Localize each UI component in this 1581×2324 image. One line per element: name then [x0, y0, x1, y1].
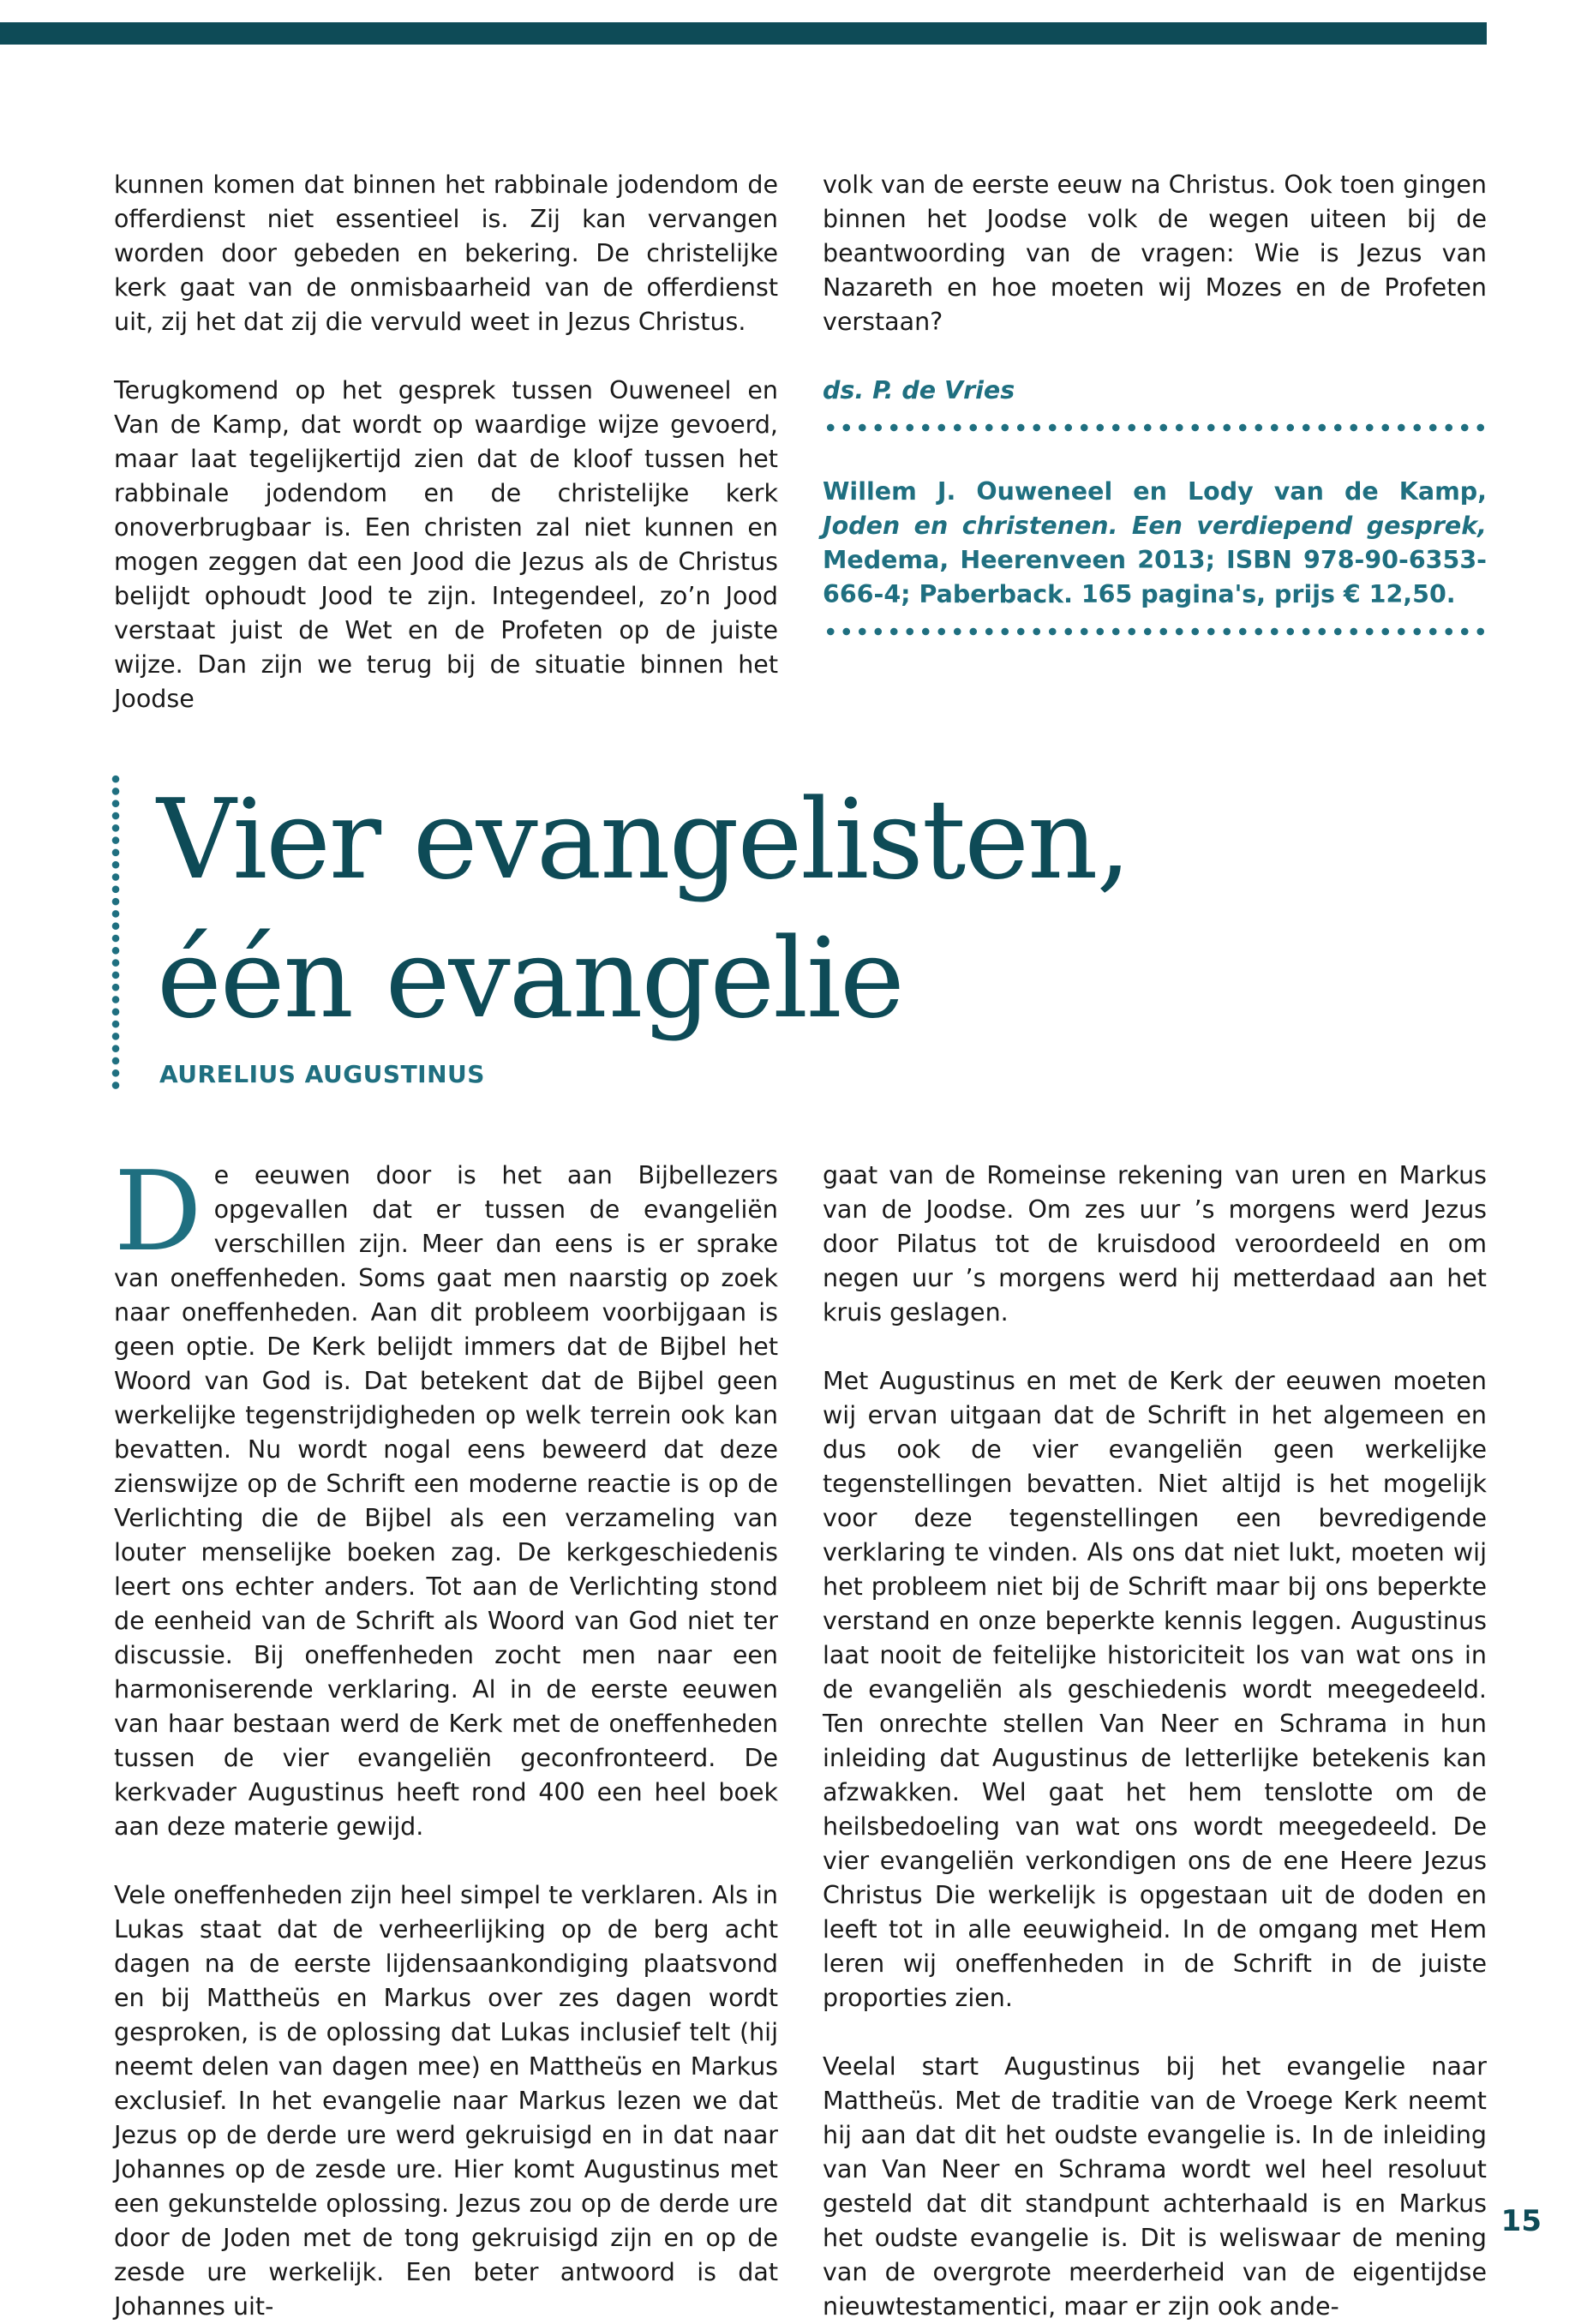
page-number: 15	[1500, 2204, 1542, 2238]
dotted-divider-top	[823, 422, 1487, 434]
article-title	[157, 771, 1129, 1049]
header-bar	[0, 22, 1487, 45]
continued-article-left-column	[114, 168, 778, 716]
book-reference	[823, 475, 1487, 612]
book-title: Joden en christenen. Een verdiepend gesprek,	[823, 512, 1487, 540]
article-byline: AURELIUS AUGUSTINUS	[159, 1060, 485, 1088]
drop-cap: D	[114, 1148, 202, 1276]
paragraph: Vele oneffenheden zijn heel simpel te verklaren. Als in Lukas staat dat de verheerlijking op de berg acht dagen na de eerste lijdensaankondiging plaatsvond en bij Mattheüs en Markus over zes dagen wordt gesproken, is de oplossing dat Lukas inclusief telt (hij neemt delen van dagen mee) en Mattheüs en Markus exclusief. In het evangelie naar Markus lezen we dat Jezus op de derde ure werd gekruisigd en in dat naar Johannes op de zesde ure. Hier komt Augustinus met een gekunstelde oplossing. Jezus zou op de derde ure door de Joden met de tong gekruisigd zijn en op de zesde ure werkelijk. Een beter antwoord is dat Johannes uit-	[114, 1881, 778, 2321]
paragraph: Met Augustinus en met de Kerk der eeuwen moeten wij ervan uitgaan dat de Schrift in het algemeen en dus ook de vier evangeliën geen werkelijke tegenstellingen bevatten. Niet altijd is het mogelijk voor deze tegenstellingen een bevredigende verklaring te vinden. Als ons dat niet lukt, moeten wij het probleem niet bij de Schrift maar bij ons beperkte verstand en onze beperkte kennis leggen. Augustinus laat nooit de feitelijke historiciteit los van wat ons in de evangeliën als geschiedenis wordt meegedeeld. Ten onrechte stellen Van Neer en Schrama in hun inleiding dat Augustinus de letterlijke betekenis kan afzwakken. Wel gaat het hem tenslotte om de heilsbedoeling van wat ons wordt meegedeeld. De vier evangeliën verkondigen ons de ene Heere Jezus Christus Die werkelijk is opgestaan uit de doden en leeft tot in alle eeuwigheid. In de omgang met Hem leren wij oneffenheden in de Schrift in de juiste proporties zien.	[823, 1367, 1487, 2012]
vertical-dotted-rule	[110, 773, 122, 1090]
paragraph: Terugkomend op het gesprek tussen Ouweneel en Van de Kamp, dat wordt op waardige wijze gevoerd, maar laat tegelijkertijd zien dat de kloof tussen het rabbinale jodendom en de christelijke kerk onoverbrugbaar is. Een christen zal niet kunnen en mogen zeggen dat een Jood die Jezus als de Christus belijdt ophoudt Jood te zijn. Integendeel, zo’n Jood verstaat juist de Wet en de Profeten op de juiste wijze. Dan zijn we terug bij de situatie binnen het Joodse	[114, 376, 778, 713]
review-author: ds. P. de Vries	[823, 376, 1015, 404]
article-title-line2: één evangelie	[157, 915, 903, 1043]
paragraph	[114, 1148, 778, 1844]
paragraph: Veelal start Augustinus bij het evangelie naar Mattheüs. Met de traditie van de Vroege Kerk neemt hij aan dat dit het oudste evangelie is. In de inleiding van Van Neer en Schrama wordt wel heel resoluut gesteld dat dit standpunt achterhaald is en Markus het oudste evangelie is. Dit is weliswaar de mening van de overgrote meerderheid van de eigentijdse nieuwtestamentici, maar er zijn ook ande-	[823, 2052, 1487, 2321]
dotted-divider-bottom	[823, 626, 1487, 638]
book-authors: Willem J. Ouweneel en Lody van de Kamp,	[823, 477, 1487, 506]
paragraph-text: e eeuwen door is het aan Bijbellezers opgevallen dat er tussen de evangeliën verschillen zijn. Meer dan eens is er sprake van oneffenheden. Soms gaat men naarstig op zoek naar oneffenheden. Aan dit probleem voorbijgaan is geen optie. De Kerk belijdt immers dat de Bijbel het Woord van God is. Dat betekent dat de Bijbel geen werkelijke tegenstrijdigheden op welk terrein ook kan bevatten. Nu wordt nogal eens beweerd dat deze zienswijze op de Schrift een moderne reactie is op de Verlichting die de Bijbel als een verzameling van louter menselijke boeken zag. De kerkgeschiedenis leert ons echter anders. Tot aan de Verlichting stond de eenheid van de Schrift als Woord van God niet ter discussie. Bij oneffenheden zocht men naar een harmoniserende verklaring. Al in de eerste eeuwen van haar bestaan werd de Kerk met de oneffenheden tussen de vier evangeliën geconfronteerd. De kerkvader Augustinus heeft rond 400 een heel boek aan deze materie gewijd.	[114, 1161, 778, 1841]
paragraph: gaat van de Romeinse rekening van uren en Markus van de Joodse. Om zes uur ’s morgens werd Jezus door Pilatus tot de kruisdood veroordeeld en om negen uur ’s morgens werd hij metterdaad aan het kruis geslagen.	[823, 1161, 1487, 1327]
continued-article-right-column	[823, 168, 1487, 442]
article-title-line1: Vier evangelisten,	[157, 776, 1130, 904]
article-left-column	[114, 1148, 778, 2324]
paragraph: kunnen komen dat binnen het rabbinale jodendom de offerdienst niet essentieel is. Zij kan vervangen worden door gebeden en bekering. De christelijke kerk gaat van de onmisbaarheid van de offerdienst uit, zij het dat zij die vervuld weet in Jezus Christus.	[114, 171, 778, 336]
book-publisher-details: Medema, Heerenveen 2013; ISBN 978-90-6353-666-4; Paberback. 165 pagina's, prijs € 12,50.	[823, 546, 1487, 608]
article-right-column	[823, 1159, 1487, 2324]
paragraph: volk van de eerste eeuw na Christus. Ook toen gingen binnen het Joodse volk de wegen uiteen bij de beantwoording van de vragen: Wie is Jezus van Nazareth en hoe moeten wij Mozes en de Profeten verstaan?	[823, 171, 1487, 336]
